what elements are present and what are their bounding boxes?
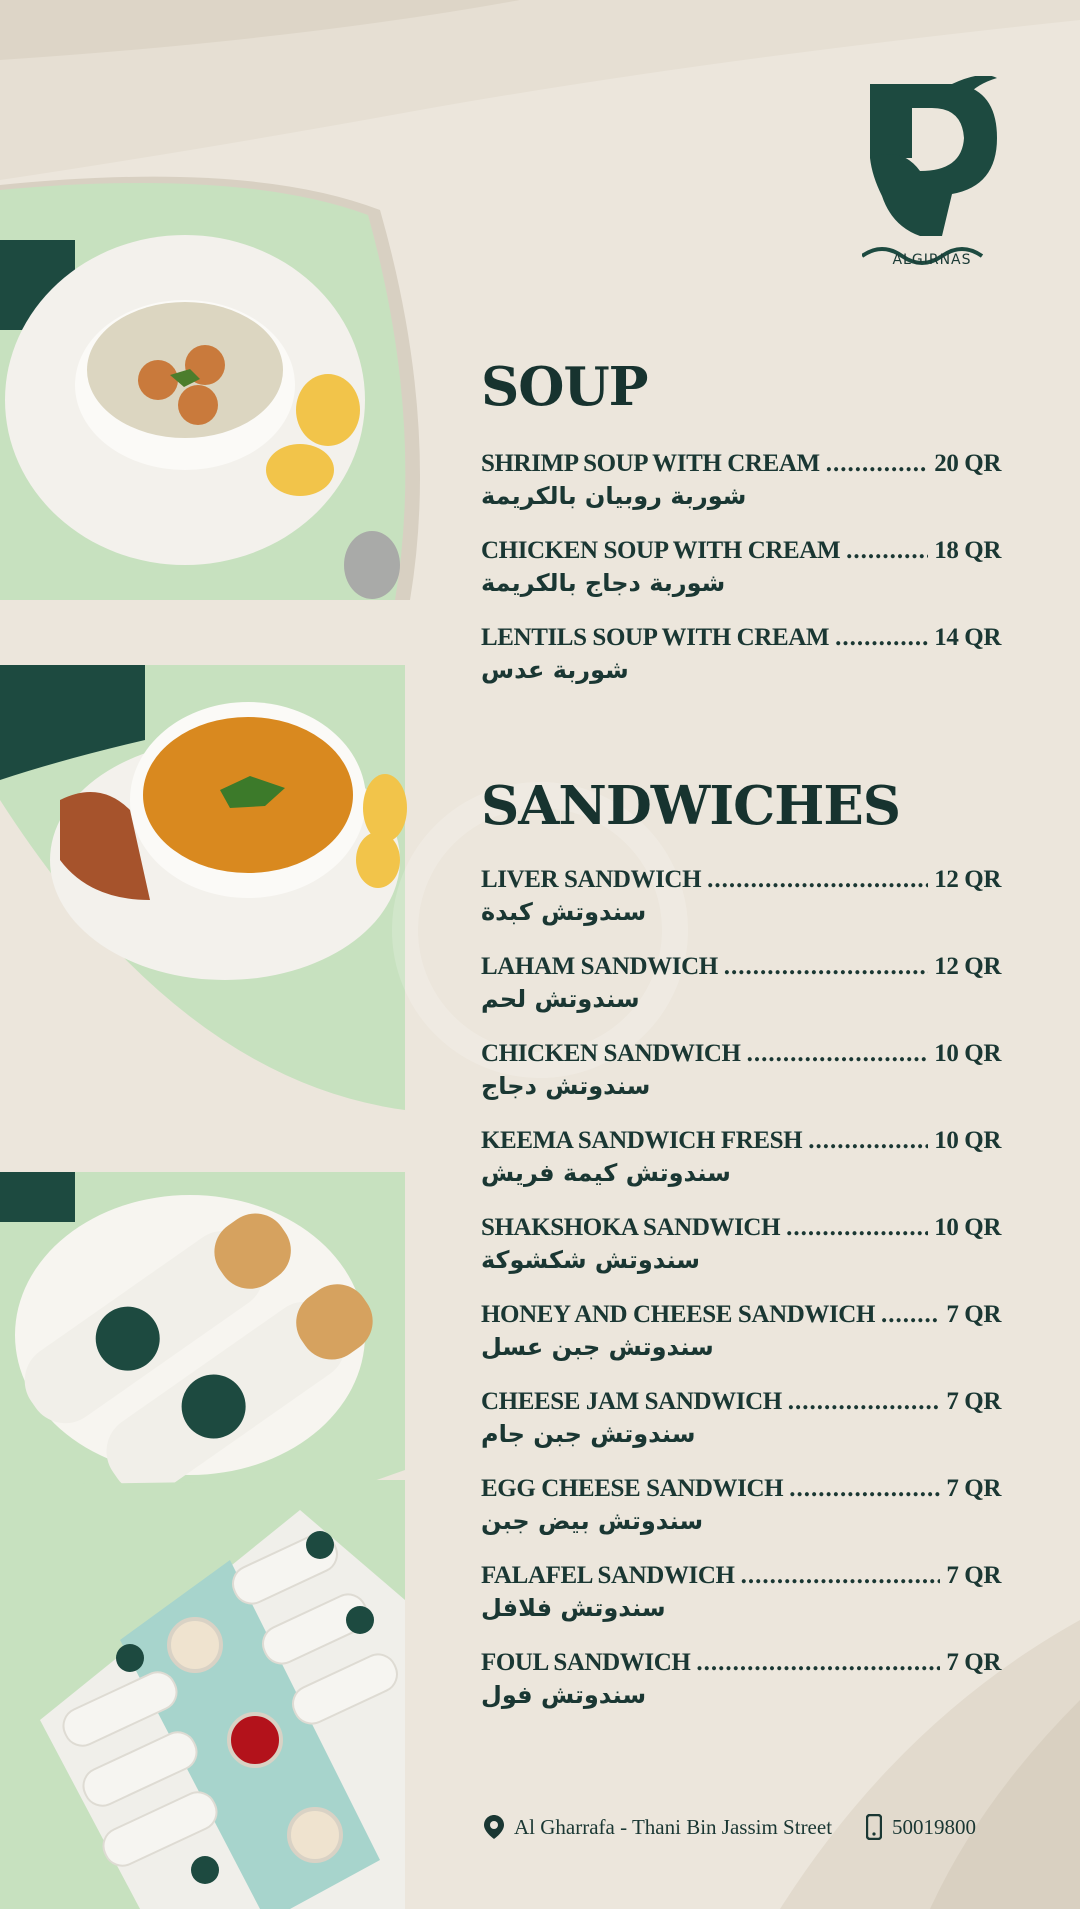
- item-name: FOUL SANDWICH: [481, 1649, 691, 1676]
- item-name: CHICKEN SOUP WITH CREAM: [481, 537, 841, 564]
- section-title-sandwiches: SANDWICHES: [481, 775, 901, 837]
- item-name: CHEESE JAM SANDWICH: [481, 1388, 782, 1415]
- item-price: 18 QR: [934, 537, 1001, 564]
- item-arabic-name: سندوتش جبن عسل: [481, 1333, 714, 1361]
- menu-item: [481, 1475, 1001, 1535]
- item-name: KEEMA SANDWICH FRESH: [481, 1127, 803, 1154]
- mobile-phone-icon: [866, 1814, 882, 1840]
- item-price: 20 QR: [934, 450, 1001, 477]
- menu-item: [481, 1301, 1001, 1361]
- sandwich-box-photo: [0, 1480, 405, 1909]
- item-name: LENTILS SOUP WITH CREAM: [481, 624, 830, 651]
- menu-item: [481, 537, 1001, 597]
- menu-item: [481, 953, 1001, 1013]
- item-arabic-name: سندوتش شكشوكة: [481, 1246, 701, 1274]
- footer-address: [484, 1812, 832, 1842]
- item-arabic-name: سندوتش بيض جبن: [481, 1507, 704, 1535]
- item-price: 7 QR: [946, 1475, 1001, 1502]
- item-arabic-name: سندوتش فول: [481, 1681, 647, 1709]
- shrimp-soup-photo: [0, 177, 420, 600]
- menu-item: [481, 1127, 1001, 1187]
- section-title-soup: SOUP: [481, 356, 648, 418]
- algirnas-logo-icon: [862, 76, 1002, 276]
- logo-text: ALGIRNAS: [892, 252, 972, 268]
- item-name: CHICKEN SANDWICH: [481, 1040, 741, 1067]
- menu-item: [481, 1388, 1001, 1448]
- phone-number: 50019800: [892, 1814, 976, 1839]
- item-arabic-name: سندوتش فلافل: [481, 1594, 666, 1622]
- menu-item: [481, 866, 1001, 926]
- item-name: EGG CHEESE SANDWICH: [481, 1475, 784, 1502]
- location-pin-icon: [484, 1815, 504, 1839]
- item-arabic-name: شوربة دجاج بالكريمة: [481, 569, 726, 597]
- lentil-soup-photo: [0, 665, 407, 1110]
- menu-item: [481, 624, 1001, 684]
- item-arabic-name: سندوتش دجاج: [481, 1072, 651, 1100]
- item-arabic-name: سندوتش كبدة: [481, 898, 647, 926]
- menu-item: [481, 1649, 1001, 1709]
- menu-item: [481, 1562, 1001, 1622]
- item-name: SHRIMP SOUP WITH CREAM: [481, 450, 820, 477]
- footer-phone: [866, 1812, 976, 1842]
- item-arabic-name: سندوتش كيمة فريش: [481, 1159, 731, 1187]
- item-arabic-name: شوربة روبيان بالكريمة: [481, 482, 747, 510]
- item-price: 7 QR: [946, 1562, 1001, 1589]
- item-arabic-name: سندوتش لحم: [481, 985, 640, 1013]
- item-arabic-name: سندوتش جبن جام: [481, 1420, 696, 1448]
- item-name: LIVER SANDWICH: [481, 866, 702, 893]
- item-name: LAHAM SANDWICH: [481, 953, 718, 980]
- item-price: 7 QR: [946, 1301, 1001, 1328]
- menu-item: [481, 450, 1001, 510]
- item-price: 7 QR: [946, 1388, 1001, 1415]
- menu-item: [481, 1214, 1001, 1274]
- item-name: HONEY AND CHEESE SANDWICH: [481, 1301, 876, 1328]
- item-price: 10 QR: [934, 1127, 1001, 1154]
- item-price: 12 QR: [934, 866, 1001, 893]
- item-arabic-name: شوربة عدس: [481, 656, 629, 684]
- item-price: 7 QR: [946, 1649, 1001, 1676]
- address-text: Al Gharrafa - Thani Bin Jassim Street: [514, 1814, 833, 1839]
- item-price: 12 QR: [934, 953, 1001, 980]
- menu-item: [481, 1040, 1001, 1100]
- item-name: SHAKSHOKA SANDWICH: [481, 1214, 781, 1241]
- item-price: 10 QR: [934, 1214, 1001, 1241]
- item-name: FALAFEL SANDWICH: [481, 1562, 735, 1589]
- item-price: 10 QR: [934, 1040, 1001, 1067]
- item-price: 14 QR: [934, 624, 1001, 651]
